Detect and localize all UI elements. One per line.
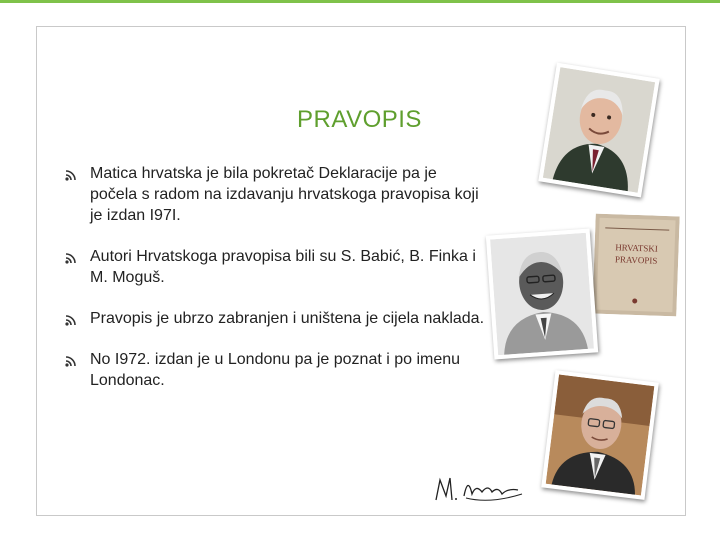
bullet-text-1: Matica hrvatska je bila pokretač Deklaracije pa je počela s radom na izdavanju hrvatskoga pravopisa koji je izdan I97I.: [90, 165, 479, 224]
portrait-photo-3: [541, 370, 659, 500]
wifi-bullet-icon: [64, 166, 80, 182]
handwritten-signature: [430, 470, 530, 515]
bullet-item-2: [64, 246, 484, 288]
slide-title: PRAVOPIS: [297, 106, 422, 133]
portrait-1-image: [543, 67, 655, 193]
bullet-text-4: No I972. izdan je u Londonu pa je poznat i po imenu Londonac.: [90, 351, 461, 389]
wifi-bullet-icon: [64, 352, 80, 368]
book-image: [592, 214, 679, 317]
book-title-line-1: HRVATSKI: [615, 242, 659, 254]
bullet-item-1: [64, 163, 484, 226]
portrait-2-image: [490, 233, 594, 355]
wifi-bullet-icon: [64, 249, 80, 265]
bullet-item-3: [64, 308, 484, 329]
portrait-photo-2: [486, 229, 598, 360]
top-accent-line: [0, 0, 720, 3]
bullet-item-4: [64, 349, 484, 391]
wifi-bullet-icon: [64, 311, 80, 327]
bullet-list: [64, 163, 484, 411]
bullet-text-3: Pravopis je ubrzo zabranjen i uništena je cijela naklada.: [90, 310, 485, 327]
pravopis-book-cover: [592, 214, 679, 317]
portrait-3-image: [546, 375, 655, 496]
signature-image: [430, 470, 530, 510]
bullet-text-2: Autori Hrvatskoga pravopisa bili su S. Babić, B. Finka i M. Moguš.: [90, 248, 476, 286]
portrait-photo-1: [538, 63, 659, 198]
book-title-line-2: PRAVOPIS: [614, 254, 658, 266]
